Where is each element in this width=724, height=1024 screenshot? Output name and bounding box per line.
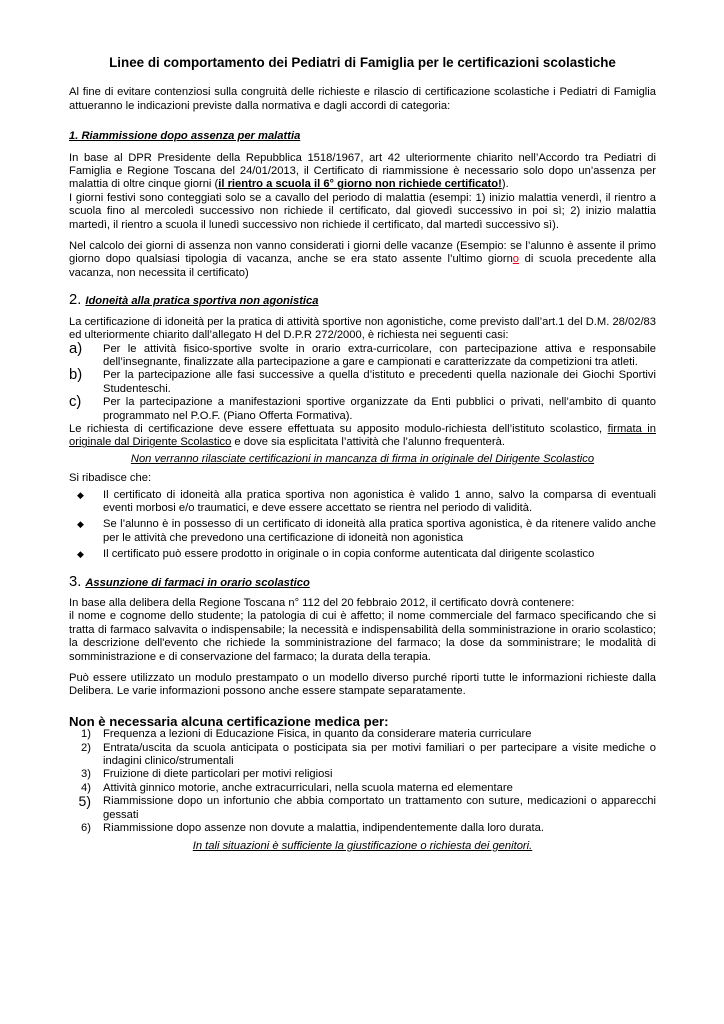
list-item-text: Il certificato può essere prodotto in originale o in copia conforme autenticata dal dirigente scolastico <box>103 548 595 561</box>
section-3-paragraph-3: Può essere utilizzato un modulo prestampato o un modello diverso purché riporti tutte le informazioni richieste dalla Delibera. Le varie informazioni possono anche essere stampate separatamente. <box>69 672 656 698</box>
section-1-paragraph-1 <box>69 152 656 192</box>
diamond-bullet-icon: ◆ <box>77 549 84 560</box>
diamond-bullet-icon: ◆ <box>77 519 84 530</box>
underlined-text: firmata in originale dal Dirigente Scolastico <box>69 422 656 449</box>
list-item-text: Entrata/uscita da scuola anticipata o posticipata sia per motivi familiari o per partecipare a visite mediche o indagini clinico/strumentali <box>103 741 656 768</box>
text-run: Le richiesta di certificazione deve essere effettuata su apposito modulo-richiesta dell’istituto scolastico, <box>69 422 608 435</box>
list-item-text: Per la partecipazione a manifestazioni sportive organizzate da Enti pubblici o privati, nell’ambito di quanto programmato nel P.O.F. (Piano Offerta Formativa). <box>103 396 656 422</box>
section-2-paragraph-1: La certificazione di idoneità per la pratica di attività sportive non agonistiche, come previsto dall’art.1 del D.M. 28/02/83 ed ulteriormente chiarito dall’allegato H del D.P.R 272/2000, è richiesta nei seguenti casi: <box>69 315 656 342</box>
list-item <box>69 396 656 423</box>
text-run: di scuola precedente alla vacanza, non necessita il certificato) <box>69 253 656 279</box>
list-item-text: Fruizione di diete particolari per motivi religiosi <box>103 768 333 781</box>
text-run: Nel calcolo dei giorni di assenza non vanno considerati i giorni delle vacanze (Esempio: se l’alunno è assente il primo giorno dopo qualsiasi tipologia di vacanza, anche se era stato assente l’ultimo giorn <box>69 240 656 266</box>
emphasis-text: il rientro a scuola il 6° giorno non richiede certificato! <box>218 178 502 191</box>
section-1-paragraph-3 <box>69 240 656 280</box>
section-title: Assunzione di farmaci in orario scolastico <box>85 576 310 589</box>
list-item <box>69 742 656 769</box>
list-marker: 3) <box>81 768 91 781</box>
list-marker: c) <box>69 394 82 411</box>
section-2-cases-list <box>69 340 656 423</box>
list-item-text: Il certificato di idoneità alla pratica sportiva non agonistica è valido 1 anno, salvo la comparsa di eventuali eventi morbosi e/o traumatici, e deve essere accettato se rientra nel periodo di validità. <box>103 488 656 514</box>
list-marker: 1) <box>81 728 91 741</box>
section-4-footer: In tali situazioni è sufficiente la giustificazione o richiesta dei genitori. <box>192 839 533 852</box>
document-title: Linee di comportamento dei Pediatri di Famiglia per le certificazioni scolastiche <box>109 55 616 70</box>
list-item <box>69 768 656 781</box>
list-marker: 6) <box>81 822 91 835</box>
list-item <box>69 548 656 561</box>
list-marker: b) <box>69 367 83 384</box>
section-3-paragraph-2: il nome e cognome dello studente; la patologia di cui è affetto; il nome commerciale del farmaco specificando che si tratta di farmaco salvavita o indispensabile; la necessità e indispensabilità della somministrazione in orario scolastico; la descrizione dell'evento che richiede la somministrazione del farmaco; la dose da somministrare; le modalità di somministrazione e di conservazione del farmaco; la durata della terapia. <box>69 610 656 663</box>
list-item <box>69 489 656 516</box>
list-item-text: Riammissione dopo un infortunio che abbia comportato un trattamento con suture, medicazioni o apparecchi gessati <box>103 795 656 821</box>
section-1-heading: 1. Riammissione dopo assenza per malattia <box>69 130 301 143</box>
section-3-paragraph-1: In base alla delibera della Regione Toscana n° 112 del 20 febbraio 2012, il certificato dovrà contenere: <box>69 597 575 609</box>
list-item-text: Se l’alunno è in possesso di un certificato di idoneità alla pratica sportiva agonistica, è da ritenere valido anche per le attività che prevedono una certificazione di idoneità non agonistica <box>103 518 656 544</box>
list-item <box>69 340 656 370</box>
list-item <box>69 369 656 396</box>
section-2-note: Non verranno rilasciate certificazioni in mancanza di firma in originale del Dirigente Scolastico <box>130 452 595 465</box>
list-marker: 2) <box>81 741 91 754</box>
section-4-heading: Non è necessaria alcuna certificazione medica per: <box>69 713 389 729</box>
list-item-text: Per le attività fisico-sportive svolte in orario extra-curricolare, con partecipazione attiva e responsabile dell’insegnante, finalizzate alla partecipazione a gare e campionati e caratterizzate da competizioni tra atleti. <box>103 342 656 368</box>
list-item-text: Attività ginnico motorie, anche extracurriculari, nella scuola materna ed elementare <box>103 781 513 794</box>
text-run: e dove sia esplicitata l’attività che l’alunno frequenterà. <box>231 436 505 449</box>
section-2-paragraph-2 <box>69 423 656 450</box>
text-run: In base al DPR Presidente della Repubblica 1518/1967, art 42 ulteriormente chiarito nell’Accordo tra Pediatri di Famiglia e Regione Toscana del 24/01/2013, il Certificato di riammissione è necessario solo dopo un’assenza per malattia di oltre cinque giorni ( <box>69 151 656 191</box>
diamond-bullet-icon: ◆ <box>77 489 84 500</box>
list-item <box>69 822 656 835</box>
section-2-ribadisce: Si ribadisce che: <box>69 472 152 485</box>
list-item-text: Riammissione dopo assenze non dovute a malattia, indipendentemente dalla loro durata. <box>103 822 544 835</box>
section-4-numbered-list <box>69 728 656 835</box>
list-item-text: Frequenza a lezioni di Educazione Fisica, in quanto da considerare materia curriculare <box>103 728 532 741</box>
text-run: ). <box>501 178 509 191</box>
section-2-heading <box>69 294 656 308</box>
section-number: 2. <box>69 292 82 309</box>
section-number: 3. <box>69 573 82 590</box>
list-marker: 5) <box>78 793 91 810</box>
list-item <box>69 795 656 822</box>
section-3-heading <box>69 573 656 590</box>
list-item-text: Per la partecipazione alle fasi successive a quella d’istituto e precedenti quella nazionale dei Giochi Sportivi Studenteschi. <box>103 369 656 395</box>
intro-paragraph: Al fine di evitare contenziosi sulla congruità delle richieste e rilascio di certificazione scolastiche i Pediatri di Famiglia attueranno le indicazioni previste dalla normativa e dagli accordi di categoria: <box>69 86 656 112</box>
document-page <box>69 56 656 853</box>
list-item <box>69 728 656 741</box>
list-item <box>69 782 656 795</box>
list-marker: a) <box>69 340 83 357</box>
highlighted-letter: o <box>512 253 520 266</box>
section-1-paragraph-2: I giorni festivi sono conteggiati solo se a cavallo del periodo di malattia (esempi: 1) inizio malattia venerdì, il rientro a scuola fino al mercoledì successivo non richiede il certificato, dal giovedì successivo in poi sì; 2) inizio malattia martedì, il rientro a scuola il lunedì successivo non richiede il certificato, dal martedì successivo sì). <box>69 191 656 231</box>
section-title: Idoneità alla pratica sportiva non agonistica <box>85 295 319 308</box>
list-item <box>69 518 656 545</box>
list-marker: 4) <box>81 781 91 794</box>
section-2-bullet-list <box>69 489 656 562</box>
